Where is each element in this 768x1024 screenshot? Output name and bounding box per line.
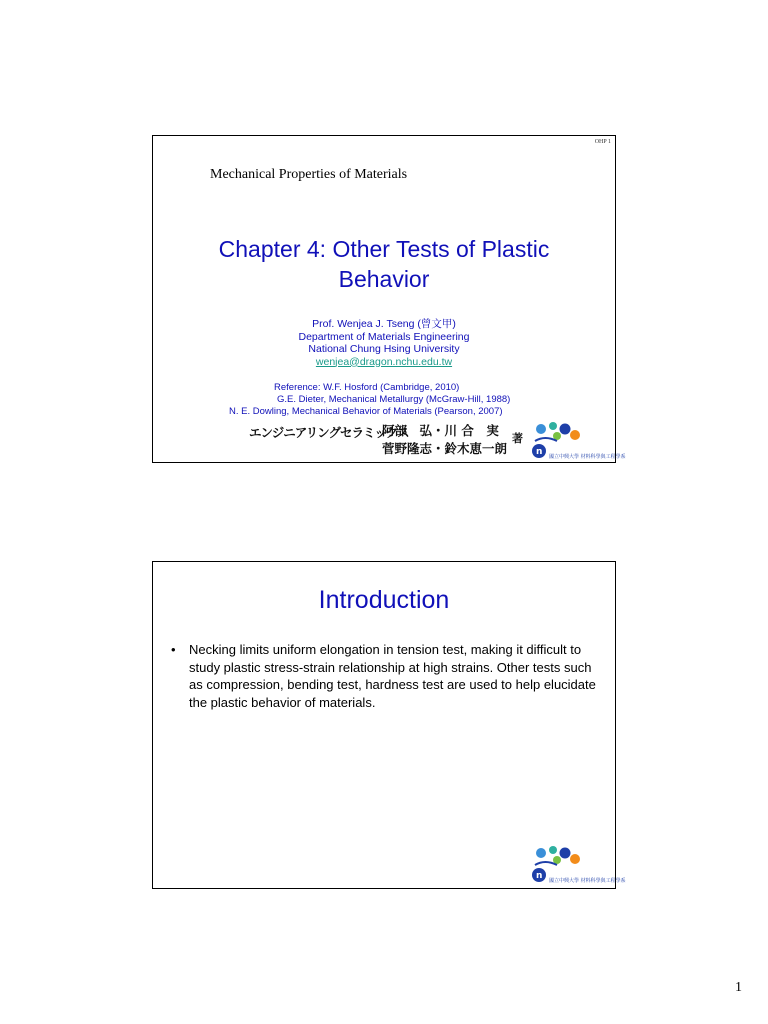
svg-text:n: n <box>536 447 543 457</box>
chapter-title-line-2: Behavior <box>338 266 430 292</box>
chapter-title-line-1: Chapter 4: Other Tests of Plastic <box>218 236 550 262</box>
bullet-list <box>171 641 596 711</box>
department: Department of Materials Engineering <box>298 330 470 343</box>
author-email-link[interactable]: wenjea@dragon.nchu.edu.tw <box>315 355 453 368</box>
slide-2 <box>152 561 626 889</box>
reference-3: N. E. Dowling, Mechanical Behavior of Materials (Pearson, 2007) <box>229 406 503 417</box>
chapter-title <box>173 234 595 294</box>
course-title: Mechanical Properties of Materials <box>210 167 408 182</box>
ohp-label: OHP 1 <box>594 139 611 145</box>
nchu-mse-logo-icon <box>527 421 626 461</box>
logo-caption: 國立中興大學 材料科學與工程學系 <box>549 454 626 460</box>
reference-2: G.E. Dieter, Mechanical Metallurgy (McGraw-Hill, 1988) <box>277 394 511 405</box>
slide-1 <box>152 135 626 463</box>
university: National Chung Hsing University <box>308 343 460 355</box>
book-title-jp: エンジニアリングセラミックス <box>249 425 409 440</box>
author-name: Prof. Wenjea J. Tseng (曾文甲) <box>312 318 456 330</box>
book-author-suffix: 著 <box>512 432 523 445</box>
bullet-item: • Necking limits uniform elongation in tension test, making it difficult to study plastic stress-strain relationship at high strains. Other tests such as compression, bending test, hardness test are used to help elucidate the plastic behavior of materials. <box>171 641 596 711</box>
book-authors-line-2: 菅野隆志・鈴木恵一朗 <box>382 441 508 456</box>
page-number: 1 <box>735 980 742 995</box>
book-authors-line-1: 阿部 弘・川 合 実 <box>382 423 499 438</box>
logo-caption: 國立中興大學 材料科學與工程學系 <box>549 878 626 884</box>
introduction-title: Introduction <box>318 586 450 614</box>
reference-1: Reference: W.F. Hosford (Cambridge, 2010) <box>274 382 460 393</box>
author-block <box>153 318 615 368</box>
nchu-mse-logo-icon <box>527 845 626 885</box>
svg-text:n: n <box>536 871 543 881</box>
